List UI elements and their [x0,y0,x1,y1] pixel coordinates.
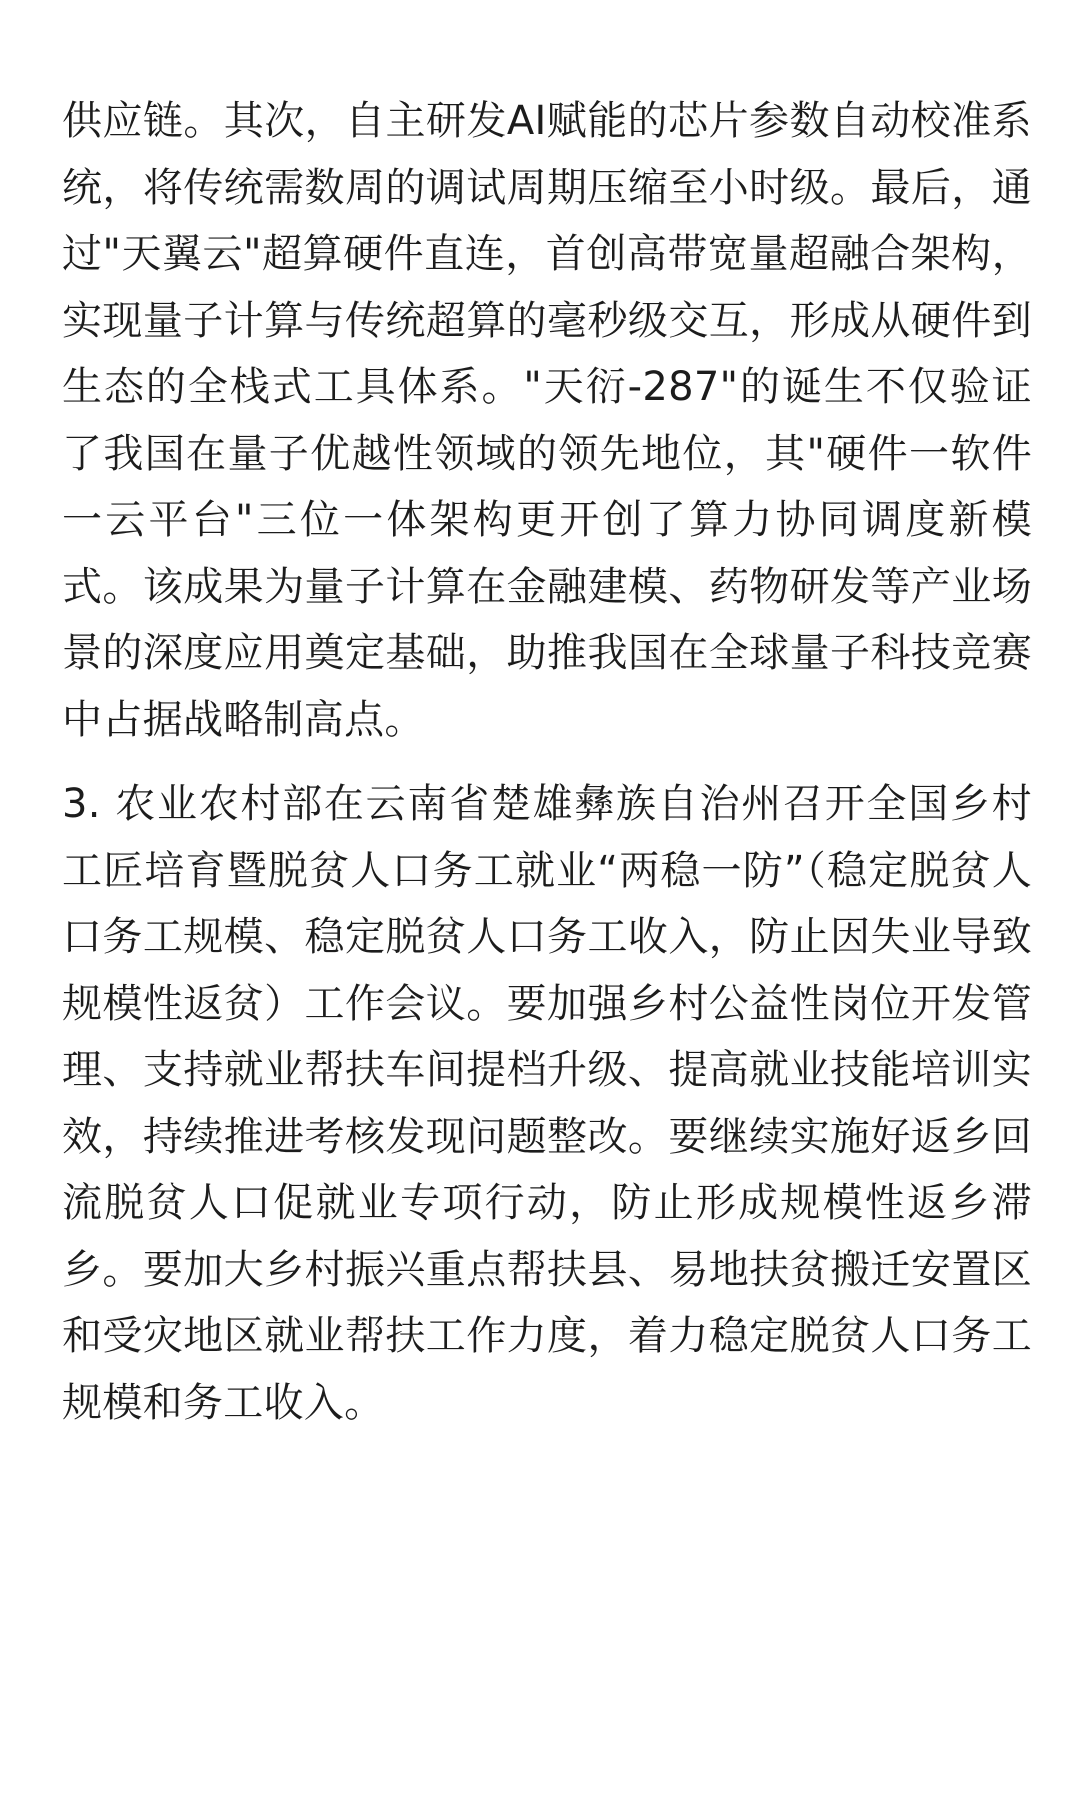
article-body [62,88,1032,1436]
paragraph-rural-employment: 3. 农业农村部在云南省楚雄彝族自治州召开全国乡村工匠培育暨脱贫人口务工就业“两稳一防”（稳定脱贫人口务工规模、稳定脱贫人口务工收入，防止因失业导致规模性返贫）工作会议。要加强乡村公益性岗位开发管理、支持就业帮扶车间提档升级、提高就业技能培训实效，持续推进考核发现问题整改。要继续实施好返乡回流脱贫人口促就业专项行动，防止形成规模性返乡滞乡。要加大乡村振兴重点帮扶县、易地扶贫搬迁安置区和受灾地区就业帮扶工作力度，着力稳定脱贫人口务工规模和务工收入。 [62,781,1032,1426]
paragraph-quantum-computing: 供应链。其次，自主研发AI赋能的芯片参数自动校准系统，将传统需数周的调试周期压缩至小时级。最后，通过"天翼云"超算硬件直连，首创高带宽量超融合架构，实现量子计算与传统超算的毫秒级交互，形成从硬件到生态的全栈式工具体系。"天衍-287"的诞生不仅验证了我国在量子优越性领域的领先地位，其"硬件一软件一云平台"三位一体架构更开创了算力协同调度新模式。该成果为量子计算在金融建模、药物研发等产业场景的深度应用奠定基础，助推我国在全球量子科技竞赛中占据战略制高点。 [62,98,1032,743]
